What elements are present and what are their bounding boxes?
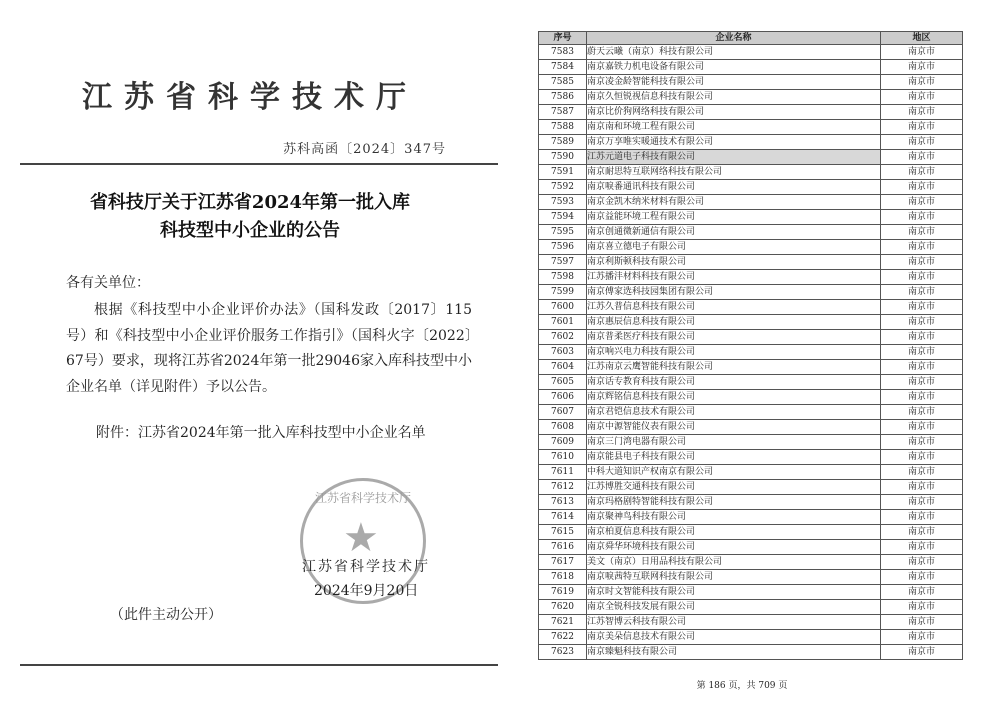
serial-cell: 7607 xyxy=(539,405,587,420)
table-row xyxy=(539,645,963,660)
company-cell: 南京耐思特互联网络科技有限公司 xyxy=(587,165,881,180)
company-cell: 南京聚神鸟科技有限公司 xyxy=(587,510,881,525)
region-cell: 南京市 xyxy=(881,480,963,495)
company-cell: 南京响兴电力科技有限公司 xyxy=(587,345,881,360)
company-cell: 南京利斯顿科技有限公司 xyxy=(587,255,881,270)
region-cell: 南京市 xyxy=(881,135,963,150)
page-footer: 第 186 页，共 709 页 xyxy=(696,681,788,691)
region-cell: 南京市 xyxy=(881,330,963,345)
serial-cell: 7601 xyxy=(539,315,587,330)
body-paragraph: 根据《科技型中小企业评价办法》（国科发政〔2017〕115号）和《科技型中小企业评价服务工作指引》（国科火字〔2022〕67号）要求，现将江苏省2024年第一批29046家入库科技型中小企业名单（详见附件）予以公告。 xyxy=(66,302,472,395)
table-row xyxy=(539,450,963,465)
serial-cell: 7614 xyxy=(539,510,587,525)
region-cell: 南京市 xyxy=(881,495,963,510)
region-cell: 南京市 xyxy=(881,120,963,135)
company-cell: 南京舜华环境科技有限公司 xyxy=(587,540,881,555)
table-row xyxy=(539,135,963,150)
serial-cell: 7620 xyxy=(539,600,587,615)
serial-cell: 7611 xyxy=(539,465,587,480)
company-cell: 南京时文智能科技有限公司 xyxy=(587,585,881,600)
header-region: 地区 xyxy=(881,32,963,45)
company-cell: 中科大道知识产权南京有限公司 xyxy=(587,465,881,480)
serial-cell: 7609 xyxy=(539,435,587,450)
region-cell: 南京市 xyxy=(881,360,963,375)
region-cell: 南京市 xyxy=(881,90,963,105)
table-row xyxy=(539,60,963,75)
company-cell: 南京辉铭信息科技有限公司 xyxy=(587,390,881,405)
region-cell: 南京市 xyxy=(881,225,963,240)
company-cell: 江苏智博云科技有限公司 xyxy=(587,615,881,630)
enterprise-table xyxy=(538,31,963,660)
table-row xyxy=(539,390,963,405)
serial-cell: 7617 xyxy=(539,555,587,570)
table-row xyxy=(539,510,963,525)
company-cell: 南京比价狗网络科技有限公司 xyxy=(587,105,881,120)
serial-cell: 7603 xyxy=(539,345,587,360)
serial-cell: 7585 xyxy=(539,75,587,90)
serial-cell: 7619 xyxy=(539,585,587,600)
public-disclosure-note: （此件主动公开） xyxy=(110,607,222,623)
table-row xyxy=(539,90,963,105)
table-row xyxy=(539,210,963,225)
signature-date: 2024年9月20日 xyxy=(314,583,419,599)
region-cell: 南京市 xyxy=(881,195,963,210)
serial-cell: 7608 xyxy=(539,420,587,435)
region-cell: 南京市 xyxy=(881,255,963,270)
region-cell: 南京市 xyxy=(881,645,963,660)
region-cell: 南京市 xyxy=(881,450,963,465)
announcement-letter-page xyxy=(20,8,498,676)
table-row xyxy=(539,525,963,540)
region-cell: 南京市 xyxy=(881,105,963,120)
table-row xyxy=(539,465,963,480)
company-cell: 南京喜立德电子有限公司 xyxy=(587,240,881,255)
table-row xyxy=(539,480,963,495)
region-cell: 南京市 xyxy=(881,60,963,75)
company-cell: 南京柏夏信息科技有限公司 xyxy=(587,525,881,540)
company-cell: 南京能县电子科技有限公司 xyxy=(587,450,881,465)
company-cell: 美文（南京）日用品科技有限公司 xyxy=(587,555,881,570)
region-cell: 南京市 xyxy=(881,240,963,255)
star-icon: ★ xyxy=(343,515,379,561)
table-row xyxy=(539,345,963,360)
salutation: 各有关单位： xyxy=(66,275,150,291)
serial-cell: 7597 xyxy=(539,255,587,270)
region-cell: 南京市 xyxy=(881,270,963,285)
table-row xyxy=(539,105,963,120)
region-cell: 南京市 xyxy=(881,210,963,225)
table-row xyxy=(539,195,963,210)
region-cell: 南京市 xyxy=(881,540,963,555)
serial-cell: 7584 xyxy=(539,60,587,75)
table-row xyxy=(539,165,963,180)
region-cell: 南京市 xyxy=(881,45,963,60)
company-cell: 南京凌金龄智能科技有限公司 xyxy=(587,75,881,90)
company-cell: 江苏播沣材料科技有限公司 xyxy=(587,270,881,285)
region-cell: 南京市 xyxy=(881,510,963,525)
company-cell: 南京嘉铁力机电设备有限公司 xyxy=(587,60,881,75)
serial-cell: 7600 xyxy=(539,300,587,315)
region-cell: 南京市 xyxy=(881,285,963,300)
serial-cell: 7583 xyxy=(539,45,587,60)
serial-cell: 7591 xyxy=(539,165,587,180)
company-cell: 南京唳茜特互联网科技有限公司 xyxy=(587,570,881,585)
table-row xyxy=(539,255,963,270)
company-cell: 南京三门湾电器有限公司 xyxy=(587,435,881,450)
footer-divider xyxy=(20,664,498,666)
table-row xyxy=(539,315,963,330)
table-row xyxy=(539,600,963,615)
serial-cell: 7586 xyxy=(539,90,587,105)
header-serial: 序号 xyxy=(539,32,587,45)
table-row xyxy=(539,405,963,420)
serial-cell: 7618 xyxy=(539,570,587,585)
company-cell: 南京金凯木纳米材料有限公司 xyxy=(587,195,881,210)
region-cell: 南京市 xyxy=(881,165,963,180)
serial-cell: 7588 xyxy=(539,120,587,135)
serial-cell: 7592 xyxy=(539,180,587,195)
region-cell: 南京市 xyxy=(881,315,963,330)
region-cell: 南京市 xyxy=(881,435,963,450)
serial-cell: 7610 xyxy=(539,450,587,465)
region-cell: 南京市 xyxy=(881,570,963,585)
serial-cell: 7599 xyxy=(539,285,587,300)
region-cell: 南京市 xyxy=(881,345,963,360)
serial-cell: 7612 xyxy=(539,480,587,495)
serial-cell: 7596 xyxy=(539,240,587,255)
region-cell: 南京市 xyxy=(881,585,963,600)
company-cell: 江苏博胜交通科技有限公司 xyxy=(587,480,881,495)
serial-cell: 7622 xyxy=(539,630,587,645)
serial-cell: 7615 xyxy=(539,525,587,540)
region-cell: 南京市 xyxy=(881,630,963,645)
announcement-title-line1: 省科技厅关于江苏省2024年第一批入库 xyxy=(89,192,411,213)
serial-cell: 7616 xyxy=(539,540,587,555)
serial-cell: 7623 xyxy=(539,645,587,660)
serial-cell: 7604 xyxy=(539,360,587,375)
attachment-line: 附件：江苏省2024年第一批入库科技型中小企业名单 xyxy=(96,425,426,441)
document-number: 苏科高函〔2024〕347号 xyxy=(283,142,446,157)
serial-cell: 7595 xyxy=(539,225,587,240)
table-row xyxy=(539,270,963,285)
table-row xyxy=(539,75,963,90)
serial-cell: 7594 xyxy=(539,210,587,225)
serial-cell: 7606 xyxy=(539,390,587,405)
table-header-row xyxy=(539,32,963,45)
table-row xyxy=(539,420,963,435)
region-cell: 南京市 xyxy=(881,465,963,480)
region-cell: 南京市 xyxy=(881,525,963,540)
serial-cell: 7590 xyxy=(539,150,587,165)
table-row xyxy=(539,120,963,135)
table-row xyxy=(539,435,963,450)
table-row xyxy=(539,555,963,570)
company-cell: 南京普柔医疗科技有限公司 xyxy=(587,330,881,345)
company-cell: 江苏元道电子科技有限公司 xyxy=(587,150,881,165)
table-row xyxy=(539,180,963,195)
company-cell: 南京中源智能仪表有限公司 xyxy=(587,420,881,435)
region-cell: 南京市 xyxy=(881,555,963,570)
table-row xyxy=(539,630,963,645)
serial-cell: 7613 xyxy=(539,495,587,510)
table-row xyxy=(539,330,963,345)
serial-cell: 7621 xyxy=(539,615,587,630)
region-cell: 南京市 xyxy=(881,600,963,615)
table-row xyxy=(539,540,963,555)
serial-cell: 7598 xyxy=(539,270,587,285)
company-cell: 南京久恒锐视信息科技有限公司 xyxy=(587,90,881,105)
company-cell: 江苏久普信息科技有限公司 xyxy=(587,300,881,315)
company-cell: 南京惠辰信息科技有限公司 xyxy=(587,315,881,330)
company-cell: 南京君铠信息技术有限公司 xyxy=(587,405,881,420)
table-row xyxy=(539,375,963,390)
table-row xyxy=(539,300,963,315)
announcement-body xyxy=(66,298,472,400)
serial-cell: 7593 xyxy=(539,195,587,210)
region-cell: 南京市 xyxy=(881,375,963,390)
company-cell: 南京万享唯实暖通技术有限公司 xyxy=(587,135,881,150)
company-cell: 南京益能环境工程有限公司 xyxy=(587,210,881,225)
seal-lettering: 江苏省科学技术厅 xyxy=(314,491,411,505)
header-divider xyxy=(20,163,498,165)
company-cell: 南京美朵信息技术有限公司 xyxy=(587,630,881,645)
region-cell: 南京市 xyxy=(881,615,963,630)
table-row xyxy=(539,225,963,240)
company-cell: 蔚天云曦（南京）科技有限公司 xyxy=(587,45,881,60)
region-cell: 南京市 xyxy=(881,405,963,420)
header-company: 企业名称 xyxy=(587,32,881,45)
company-cell: 南京玛格剧特智能科技有限公司 xyxy=(587,495,881,510)
region-cell: 南京市 xyxy=(881,150,963,165)
serial-cell: 7605 xyxy=(539,375,587,390)
region-cell: 南京市 xyxy=(881,180,963,195)
enterprise-list-page xyxy=(507,8,977,698)
region-cell: 南京市 xyxy=(881,420,963,435)
region-cell: 南京市 xyxy=(881,390,963,405)
serial-cell: 7587 xyxy=(539,105,587,120)
table-row xyxy=(539,495,963,510)
table-row xyxy=(539,240,963,255)
company-cell: 南京全锐科技发展有限公司 xyxy=(587,600,881,615)
table-row xyxy=(539,360,963,375)
table-row xyxy=(539,150,963,165)
company-cell: 南京话专教育科技有限公司 xyxy=(587,375,881,390)
company-cell: 江苏南京云鹰智能科技有限公司 xyxy=(587,360,881,375)
table-row xyxy=(539,570,963,585)
company-cell: 南京南和环境工程有限公司 xyxy=(587,120,881,135)
company-cell: 南京臻魁科技有限公司 xyxy=(587,645,881,660)
company-cell: 南京唳番通讯科技有限公司 xyxy=(587,180,881,195)
region-cell: 南京市 xyxy=(881,300,963,315)
signature-organization: 江苏省科学技术厅 xyxy=(302,559,430,575)
agency-title: 江苏省科学技术厅 xyxy=(82,80,418,115)
table-row xyxy=(539,615,963,630)
serial-cell: 7602 xyxy=(539,330,587,345)
table-row xyxy=(539,45,963,60)
serial-cell: 7589 xyxy=(539,135,587,150)
company-cell: 南京傅家选科技园集团有限公司 xyxy=(587,285,881,300)
table-row xyxy=(539,285,963,300)
table-row xyxy=(539,585,963,600)
announcement-title-line2: 科技型中小企业的公告 xyxy=(160,220,340,241)
company-cell: 南京创通微新通信有限公司 xyxy=(587,225,881,240)
region-cell: 南京市 xyxy=(881,75,963,90)
